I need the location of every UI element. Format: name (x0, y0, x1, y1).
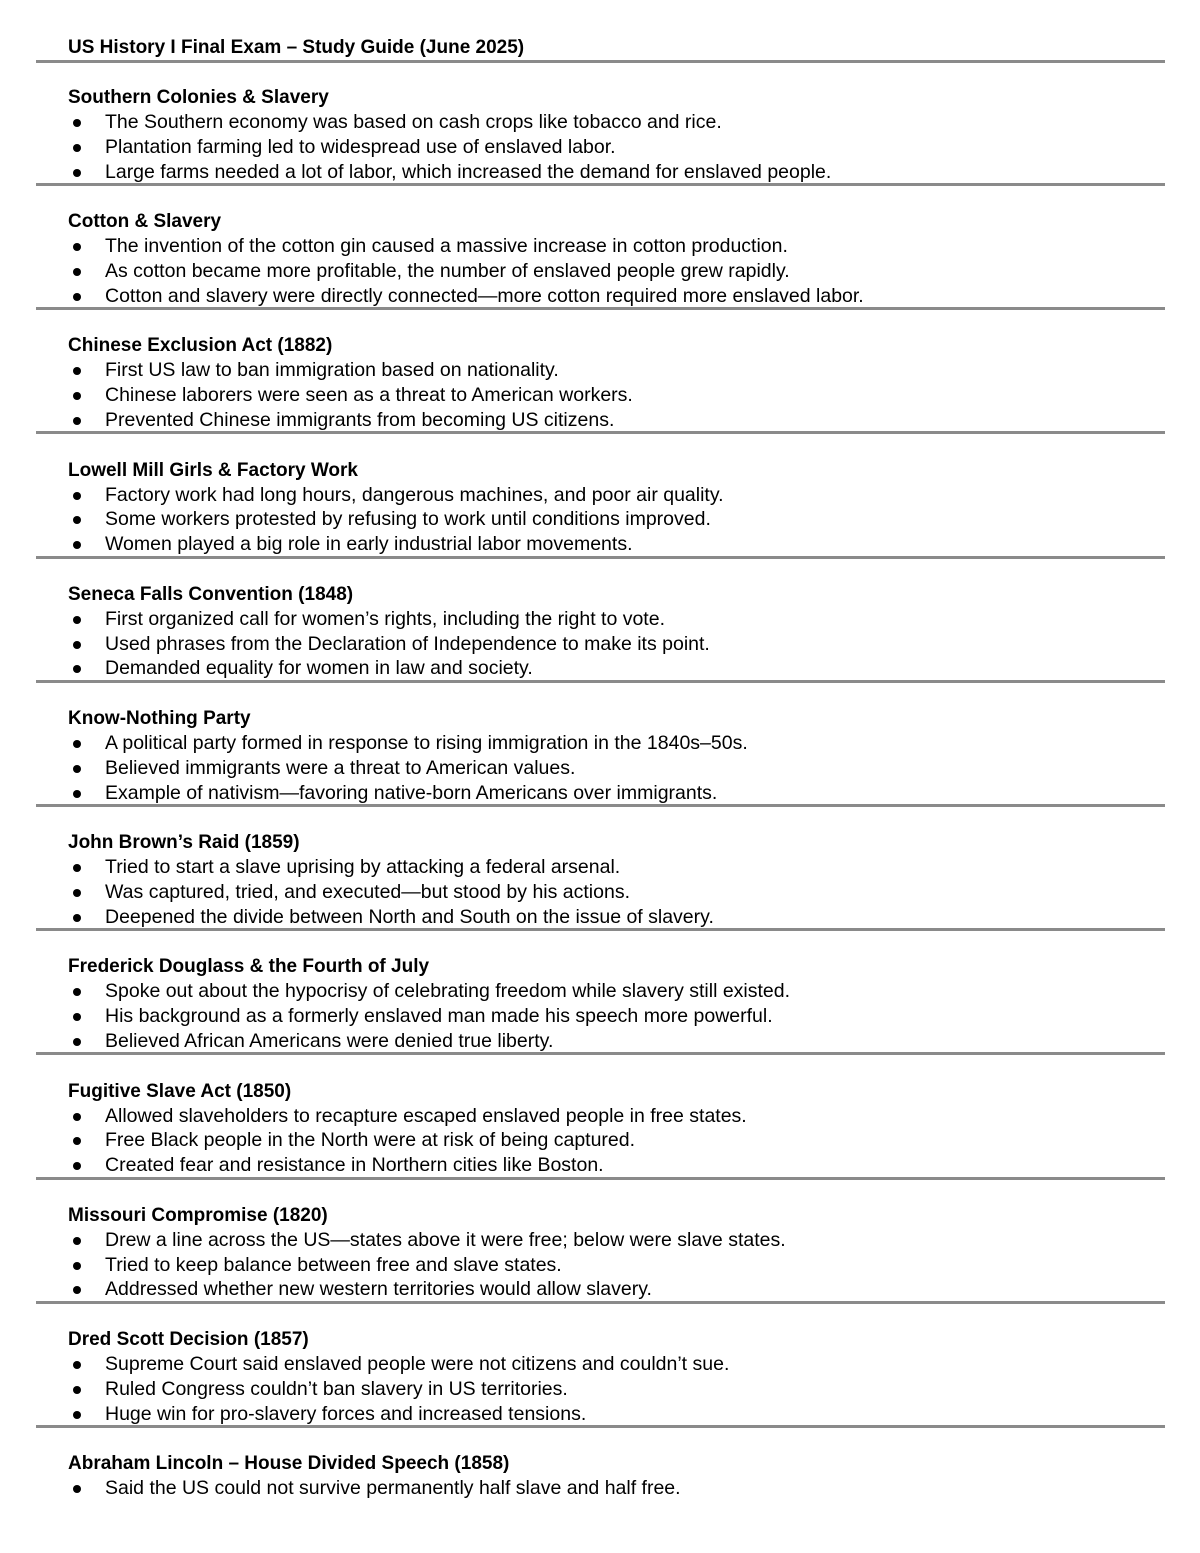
bullet-text: Addressed whether new western territories would allow slavery. (105, 1278, 652, 1301)
bullet-text: Factory work had long hours, dangerous machines, and poor air quality. (105, 483, 724, 506)
bullet-text: Believed African Americans were denied true liberty. (105, 1029, 554, 1052)
bullet-text: Spoke out about the hypocrisy of celebrating freedom while slavery still existed. (105, 980, 791, 1003)
section-heading: Cotton & Slavery (68, 211, 222, 233)
study-section (68, 954, 1158, 1053)
bullet-dot-icon (73, 243, 81, 251)
study-section (68, 85, 1158, 184)
bullet-dot-icon (73, 417, 81, 425)
bullet-dot-icon (73, 740, 81, 748)
bullet-item (68, 532, 1158, 557)
bullet-item (68, 1004, 1158, 1029)
bullet-item (68, 1228, 1158, 1253)
bullet-item (68, 1277, 1158, 1302)
section-heading: Fugitive Slave Act (1850) (68, 1080, 292, 1102)
bullet-item (68, 1476, 1158, 1501)
bullet-text: As cotton became more profitable, the number of enslaved people grew rapidly. (105, 259, 790, 282)
bullet-item (68, 756, 1158, 781)
bullet-item (68, 284, 1158, 309)
bullet-item (68, 383, 1158, 408)
bullet-item (68, 1104, 1158, 1129)
bullet-text: Cotton and slavery were directly connected—more cotton required more enslaved labor. (105, 284, 864, 307)
bullet-dot-icon (73, 1286, 81, 1294)
bullet-text: Tried to start a slave uprising by attacking a federal arsenal. (105, 856, 621, 879)
bullet-text: Allowed slaveholders to recapture escaped enslaved people in free states. (105, 1104, 747, 1127)
bullet-text: Tried to keep balance between free and slave states. (105, 1253, 562, 1276)
bullet-text: First organized call for women’s rights, including the right to vote. (105, 607, 665, 630)
bullet-text: Said the US could not survive permanently half slave and half free. (105, 1477, 681, 1500)
bullet-text: Drew a line across the US—states above it were free; below were slave states. (105, 1228, 786, 1251)
bullet-text: Was captured, tried, and executed—but stood by his actions. (105, 880, 630, 903)
bullet-list (68, 1104, 1158, 1178)
bullet-list (68, 358, 1158, 432)
section-heading: Missouri Compromise (1820) (68, 1204, 328, 1226)
bullet-dot-icon (73, 268, 81, 276)
study-section (68, 1079, 1158, 1178)
bullet-text: Some workers protested by refusing to work until conditions improved. (105, 508, 711, 531)
bullet-item (68, 979, 1158, 1004)
bullet-item (68, 135, 1158, 160)
bullet-dot-icon (73, 1411, 81, 1419)
bullet-text: Huge win for pro-slavery forces and increased tensions. (105, 1402, 587, 1425)
bullet-text: Large farms needed a lot of labor, which increased the demand for enslaved people. (105, 160, 832, 183)
bullet-dot-icon (73, 765, 81, 773)
section-heading: Southern Colonies & Slavery (68, 87, 329, 108)
study-section (68, 209, 1158, 308)
bullet-item (68, 507, 1158, 532)
section-heading: Dred Scott Decision (1857) (68, 1329, 309, 1350)
study-section (68, 706, 1158, 805)
bullet-dot-icon (73, 790, 81, 798)
bullet-text: Created fear and resistance in Northern cities like Boston. (105, 1154, 604, 1177)
bullet-item (68, 1402, 1158, 1427)
section-divider (36, 1425, 1165, 1428)
bullet-item (68, 259, 1158, 284)
bullet-dot-icon (73, 1113, 81, 1121)
section-divider (36, 556, 1165, 559)
bullet-item (68, 656, 1158, 681)
bullet-item (68, 408, 1158, 433)
bullet-text: Prevented Chinese immigrants from becoming US citizens. (105, 408, 615, 431)
section-heading: Lowell Mill Girls & Factory Work (68, 459, 358, 481)
bullet-dot-icon (73, 1386, 81, 1394)
bullet-text: Example of nativism—favoring native-born Americans over immigrants. (105, 781, 718, 804)
study-section (68, 1327, 1158, 1426)
section-divider (36, 307, 1165, 310)
bullet-text: Plantation farming led to widespread use of enslaved labor. (105, 135, 616, 158)
section-divider (36, 1052, 1165, 1055)
bullet-item (68, 483, 1158, 508)
bullet-dot-icon (73, 988, 81, 996)
bullet-dot-icon (73, 1262, 81, 1270)
bullet-dot-icon (73, 864, 81, 872)
bullet-text: First US law to ban immigration based on nationality. (105, 359, 559, 382)
bullet-dot-icon (73, 392, 81, 400)
section-divider (36, 1177, 1165, 1180)
bullet-dot-icon (73, 641, 81, 649)
bullet-list (68, 1352, 1158, 1426)
bullet-item (68, 607, 1158, 632)
bullet-dot-icon (73, 1162, 81, 1170)
bullet-text: Free Black people in the North were at risk of being captured. (105, 1129, 636, 1152)
bullet-dot-icon (73, 293, 81, 301)
section-heading: John Brown’s Raid (1859) (68, 832, 300, 854)
study-section (68, 458, 1158, 557)
bullet-item (68, 1029, 1158, 1054)
section-heading: Abraham Lincoln – House Divided Speech (1858) (68, 1453, 510, 1475)
bullet-list (68, 234, 1158, 308)
section-divider (36, 804, 1165, 807)
bullet-dot-icon (73, 169, 81, 177)
bullet-list (68, 110, 1158, 184)
title-divider (36, 60, 1165, 63)
bullet-item (68, 1153, 1158, 1178)
bullet-item (68, 1253, 1158, 1278)
bullet-list (68, 607, 1158, 681)
bullet-text: Deepened the divide between North and South on the issue of slavery. (105, 905, 714, 928)
bullet-text: Supreme Court said enslaved people were not citizens and couldn’t sue. (105, 1353, 730, 1375)
bullet-item (68, 110, 1158, 135)
bullet-text: Ruled Congress couldn’t ban slavery in US territories. (105, 1377, 568, 1400)
bullet-text: Chinese laborers were seen as a threat to American workers. (105, 384, 633, 407)
bullet-dot-icon (73, 1038, 81, 1046)
bullet-text: The Southern economy was based on cash crops like tobacco and rice. (105, 111, 722, 133)
bullet-text: Used phrases from the Declaration of Independence to make its point. (105, 632, 710, 655)
section-divider (36, 183, 1165, 186)
bullet-dot-icon (73, 492, 81, 500)
bullet-dot-icon (73, 665, 81, 673)
bullet-dot-icon (73, 914, 81, 922)
bullet-text: Demanded equality for women in law and society. (105, 657, 533, 680)
bullet-item (68, 905, 1158, 930)
bullet-list (68, 979, 1158, 1053)
study-section (68, 333, 1158, 432)
bullet-text: His background as a formerly enslaved man made his speech more powerful. (105, 1005, 773, 1028)
document-title: US History I Final Exam – Study Guide (June 2025) (68, 37, 525, 58)
bullet-item (68, 160, 1158, 185)
section-heading: Chinese Exclusion Act (1882) (68, 335, 333, 357)
study-section (68, 1451, 1158, 1501)
bullet-item (68, 880, 1158, 905)
bullet-dot-icon (73, 144, 81, 152)
bullet-text: Women played a big role in early industrial labor movements. (105, 533, 633, 556)
bullet-item (68, 358, 1158, 383)
study-section (68, 582, 1158, 681)
bullet-dot-icon (73, 516, 81, 524)
bullet-text: The invention of the cotton gin caused a massive increase in cotton production. (105, 235, 788, 258)
section-divider (36, 1301, 1165, 1304)
bullet-dot-icon (73, 1137, 81, 1145)
bullet-dot-icon (73, 367, 81, 375)
bullet-list (68, 731, 1158, 805)
bullet-item (68, 632, 1158, 657)
bullet-text: A political party formed in response to rising immigration in the 1840s–50s. (105, 732, 748, 754)
bullet-dot-icon (73, 616, 81, 624)
bullet-item (68, 855, 1158, 880)
bullet-text: Believed immigrants were a threat to American values. (105, 756, 576, 779)
bullet-item (68, 234, 1158, 259)
section-heading: Know-Nothing Party (68, 708, 251, 729)
study-section (68, 1203, 1158, 1302)
bullet-item (68, 781, 1158, 806)
bullet-item (68, 1352, 1158, 1377)
study-section (68, 830, 1158, 929)
bullet-dot-icon (73, 119, 81, 127)
bullet-item (68, 731, 1158, 756)
section-divider (36, 431, 1165, 434)
bullet-list (68, 855, 1158, 929)
bullet-list (68, 483, 1158, 557)
bullet-dot-icon (73, 889, 81, 897)
bullet-dot-icon (73, 541, 81, 549)
bullet-list (68, 1228, 1158, 1302)
bullet-item (68, 1377, 1158, 1402)
bullet-list (68, 1476, 1158, 1501)
bullet-dot-icon (73, 1361, 81, 1369)
section-divider (36, 928, 1165, 931)
bullet-dot-icon (73, 1485, 81, 1493)
bullet-dot-icon (73, 1013, 81, 1021)
section-heading: Frederick Douglass & the Fourth of July (68, 956, 430, 978)
section-divider (36, 680, 1165, 683)
section-heading: Seneca Falls Convention (1848) (68, 583, 354, 605)
bullet-item (68, 1128, 1158, 1153)
bullet-dot-icon (73, 1237, 81, 1245)
